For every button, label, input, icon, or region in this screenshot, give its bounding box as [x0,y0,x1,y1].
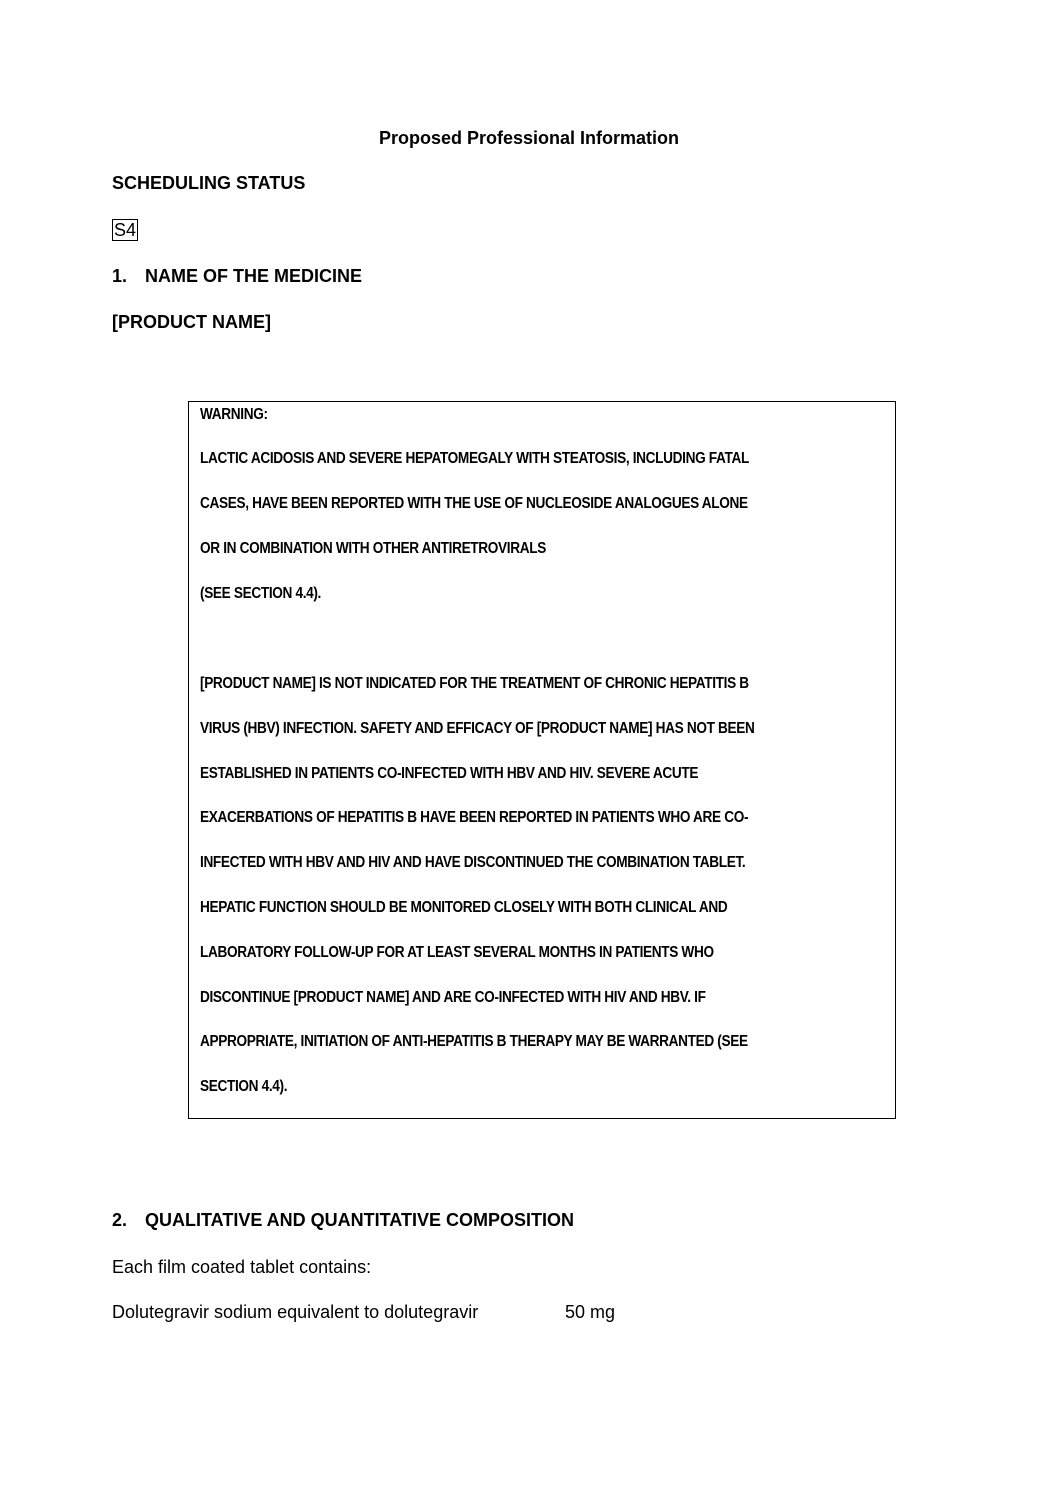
warning-line: (SEE SECTION 4.4). [200,585,321,602]
warning-line: OR IN COMBINATION WITH OTHER ANTIRETROVIRALS [200,540,546,557]
section-2-heading [112,1210,574,1231]
section-2-number: 2. [112,1210,128,1230]
warning-line: WARNING: [200,406,268,423]
warning-line: ESTABLISHED IN PATIENTS CO-INFECTED WITH HBV AND HIV. SEVERE ACUTE [200,765,699,782]
warning-line: DISCONTINUE [PRODUCT NAME] AND ARE CO-INFECTED WITH HIV AND HBV. IF [200,989,706,1006]
composition-item: Dolutegravir sodium equivalent to dolutegravir [112,1302,479,1322]
warning-line: CASES, HAVE BEEN REPORTED WITH THE USE OF NUCLEOSIDE ANALOGUES ALONE [200,495,748,512]
warning-box [188,401,896,1119]
warning-line: VIRUS (HBV) INFECTION. SAFETY AND EFFICACY OF [PRODUCT NAME] HAS NOT BEEN [200,720,755,737]
warning-line: LABORATORY FOLLOW-UP FOR AT LEAST SEVERAL MONTHS IN PATIENTS WHO [200,944,714,961]
section-1-number: 1. [112,266,128,286]
document-title: Proposed Professional Information [378,128,680,148]
scheduling-status-heading: SCHEDULING STATUS [112,173,306,193]
section-1-title: NAME OF THE MEDICINE [145,266,363,286]
composition-dose: 50 mg [565,1302,616,1322]
product-name: [PRODUCT NAME] [112,312,271,332]
section-1-heading [112,266,362,287]
warning-line: INFECTED WITH HBV AND HIV AND HAVE DISCONTINUED THE COMBINATION TABLET. [200,854,746,871]
warning-line: HEPATIC FUNCTION SHOULD BE MONITORED CLOSELY WITH BOTH CLINICAL AND [200,899,728,916]
warning-line: [PRODUCT NAME] IS NOT INDICATED FOR THE TREATMENT OF CHRONIC HEPATITIS B [200,675,749,692]
composition-intro: Each film coated tablet contains: [112,1257,372,1277]
warning-line: LACTIC ACIDOSIS AND SEVERE HEPATOMEGALY WITH STEATOSIS, INCLUDING FATAL [200,450,749,467]
warning-line: EXACERBATIONS OF HEPATITIS B HAVE BEEN REPORTED IN PATIENTS WHO ARE CO- [200,809,749,826]
warning-line: APPROPRIATE, INITIATION OF ANTI-HEPATITIS B THERAPY MAY BE WARRANTED (SEE [200,1033,748,1050]
section-2-title: QUALITATIVE AND QUANTITATIVE COMPOSITION [145,1210,574,1230]
warning-line: SECTION 4.4). [200,1078,288,1095]
schedule-value-box: S4 [114,220,137,240]
